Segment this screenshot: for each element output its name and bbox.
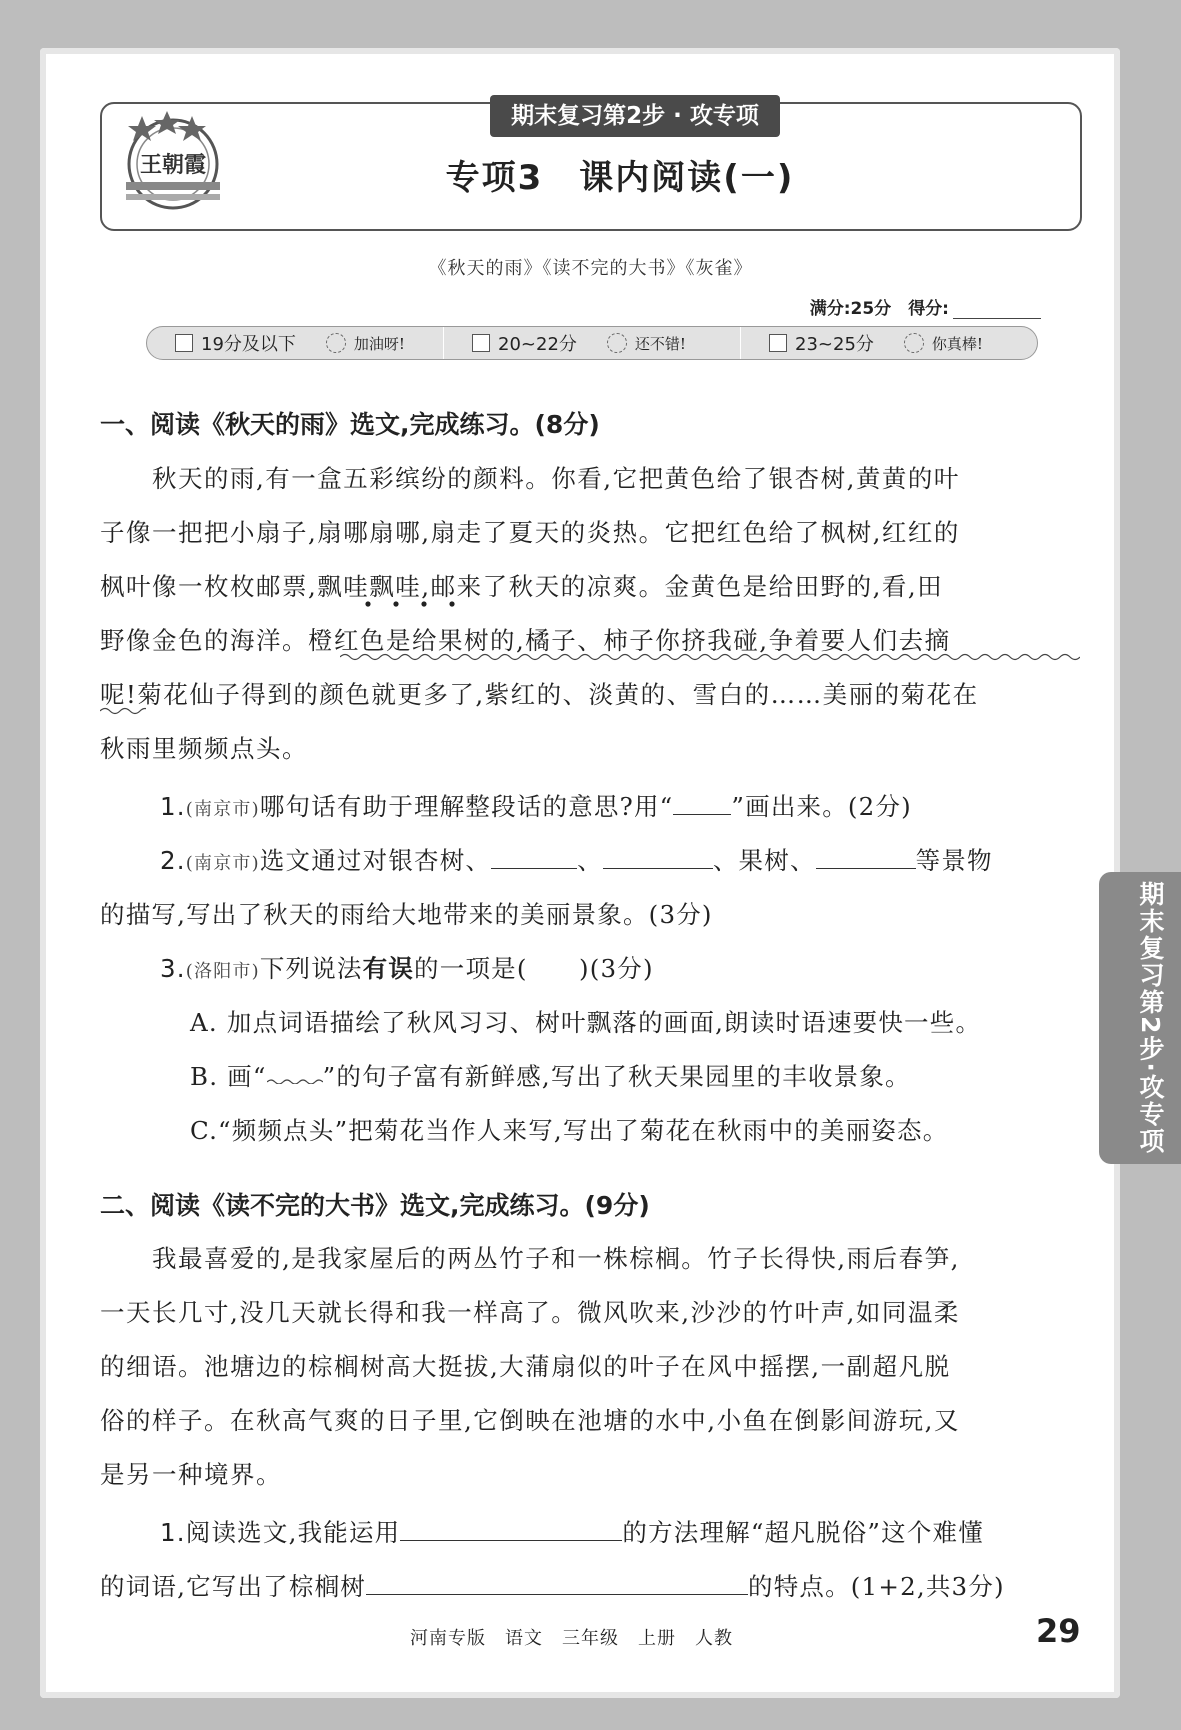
emphasis-dots [354, 600, 464, 608]
section-1-passage [100, 452, 1080, 776]
answer-blank[interactable] [816, 846, 916, 869]
rating-cheer: 你真棒! [931, 334, 983, 353]
rating-bar [146, 326, 1038, 360]
rating-range: 19分及以下 [201, 334, 296, 355]
lesson-subtitle: 《秋天的雨》《读不完的大书》《灰雀》 [428, 258, 753, 279]
logo-seal [118, 108, 228, 216]
section-1-title: 一、阅读《秋天的雨》选文,完成练习。(8分) [100, 410, 600, 439]
got-score-label: 得分: [908, 299, 949, 319]
rating-item[interactable] [444, 327, 741, 359]
wavy-underline [100, 706, 146, 716]
passage-line: 子像一把把小扇子,扇哪扇哪,扇走了夏天的炎热。它把红色给了枫树,红红的 [100, 518, 960, 547]
section-2-passage [100, 1232, 1080, 1502]
checkbox[interactable] [472, 334, 490, 352]
section-2-question-1-line2: 的词语,它写出了棕榈树 的特点。(1+2,共3分) [100, 1572, 1005, 1601]
passage-line: 呢!菊花仙子得到的颜色就更多了,紫红的、淡黄的、雪白的……美丽的菊花在 [100, 680, 979, 709]
answer-blank[interactable] [491, 846, 577, 869]
option-c[interactable]: C.“频频点头”把菊花当作人来写,写出了菊花在秋雨中的美丽姿态。 [190, 1116, 949, 1145]
passage-line: 秋天的雨,有一盒五彩缤纷的颜料。你看,它把黄色给了银杏树,黄黄的叶 [100, 464, 960, 493]
question-1: 1.(南京市)哪句话有助于理解整段话的意思?用“ ”画出来。(2分) [160, 792, 912, 821]
wavy-sample [267, 1074, 323, 1084]
face-icon [904, 333, 924, 353]
question-3: 3.(洛阳市)下列说法有误的一项是( )(3分) [160, 954, 654, 983]
header-tab: 期末复习第2步 · 攻专项 [490, 95, 780, 137]
answer-blank[interactable] [673, 792, 731, 815]
answer-blank[interactable] [603, 846, 713, 869]
score-blank[interactable] [953, 318, 1041, 319]
wavy-underline [340, 652, 1080, 662]
passage-line: 秋雨里频频点头。 [100, 734, 308, 763]
section-2-title: 二、阅读《读不完的大书》选文,完成练习。(9分) [100, 1191, 650, 1220]
rating-cheer: 还不错! [634, 334, 686, 353]
passage-line: 野像金色的海洋。橙红色是给果树的,橘子、柿子你挤我碰,争着要人们去摘 [100, 626, 951, 655]
checkbox[interactable] [175, 334, 193, 352]
rating-cheer: 加油呀! [353, 334, 405, 353]
answer-blank[interactable] [400, 1518, 622, 1541]
svg-text:王朝霞: 王朝霞 [139, 152, 207, 178]
passage-line: 一天长几寸,没几天就长得和我一样高了。微风吹来,沙沙的竹叶声,如同温柔 [100, 1298, 960, 1327]
face-icon [326, 333, 346, 353]
passage-line: 枫叶像一枚枚邮票,飘哇飘哇,邮来了秋天的凉爽。金黄色是给田野的,看,田 [100, 572, 944, 601]
rating-range: 23~25分 [795, 334, 874, 355]
emphasis-text: 有误 [362, 954, 415, 983]
full-score: 满分:25分 [809, 299, 892, 319]
passage-line: 我最喜爱的,是我家屋后的两丛竹子和一株棕榈。竹子长得快,雨后春笋, [100, 1244, 960, 1273]
footer: 河南专版 语文 三年级 上册 人教 [410, 1628, 733, 1649]
face-icon [607, 333, 627, 353]
side-tab: 期末复习第2步·攻专项 [1099, 872, 1181, 1164]
page-number: 29 [1036, 1612, 1081, 1650]
rating-item[interactable] [147, 327, 444, 359]
option-a[interactable]: A. 加点词语描绘了秋风习习、树叶飘落的画面,朗读时语速要快一些。 [190, 1008, 982, 1037]
checkbox[interactable] [769, 334, 787, 352]
page-title: 专项3 课内阅读(一) [445, 158, 795, 198]
rating-range: 20~22分 [498, 334, 577, 355]
passage-line: 是另一种境界。 [100, 1460, 282, 1489]
answer-blank[interactable] [366, 1572, 748, 1595]
question-2: 2.(南京市)选文通过对银杏树、 、 、果树、 等景物 [160, 846, 993, 875]
passage-line: 俗的样子。在秋高气爽的日子里,它倒映在池塘的水中,小鱼在倒影间游玩,又 [100, 1406, 960, 1435]
option-b[interactable]: B. 画“ ”的句子富有新鲜感,写出了秋天果园里的丰收景象。 [190, 1062, 911, 1091]
rating-item[interactable] [741, 327, 1037, 359]
passage-line: 的细语。池塘边的棕榈树高大挺拔,大蒲扇似的叶子在风中摇摆,一副超凡脱 [100, 1352, 951, 1381]
score-line [810, 294, 1041, 319]
question-2-line2: 的描写,写出了秋天的雨给大地带来的美丽景象。(3分) [100, 900, 713, 929]
section-2-question-1: 1.阅读选文,我能运用 的方法理解“超凡脱俗”这个难懂 [160, 1518, 984, 1547]
